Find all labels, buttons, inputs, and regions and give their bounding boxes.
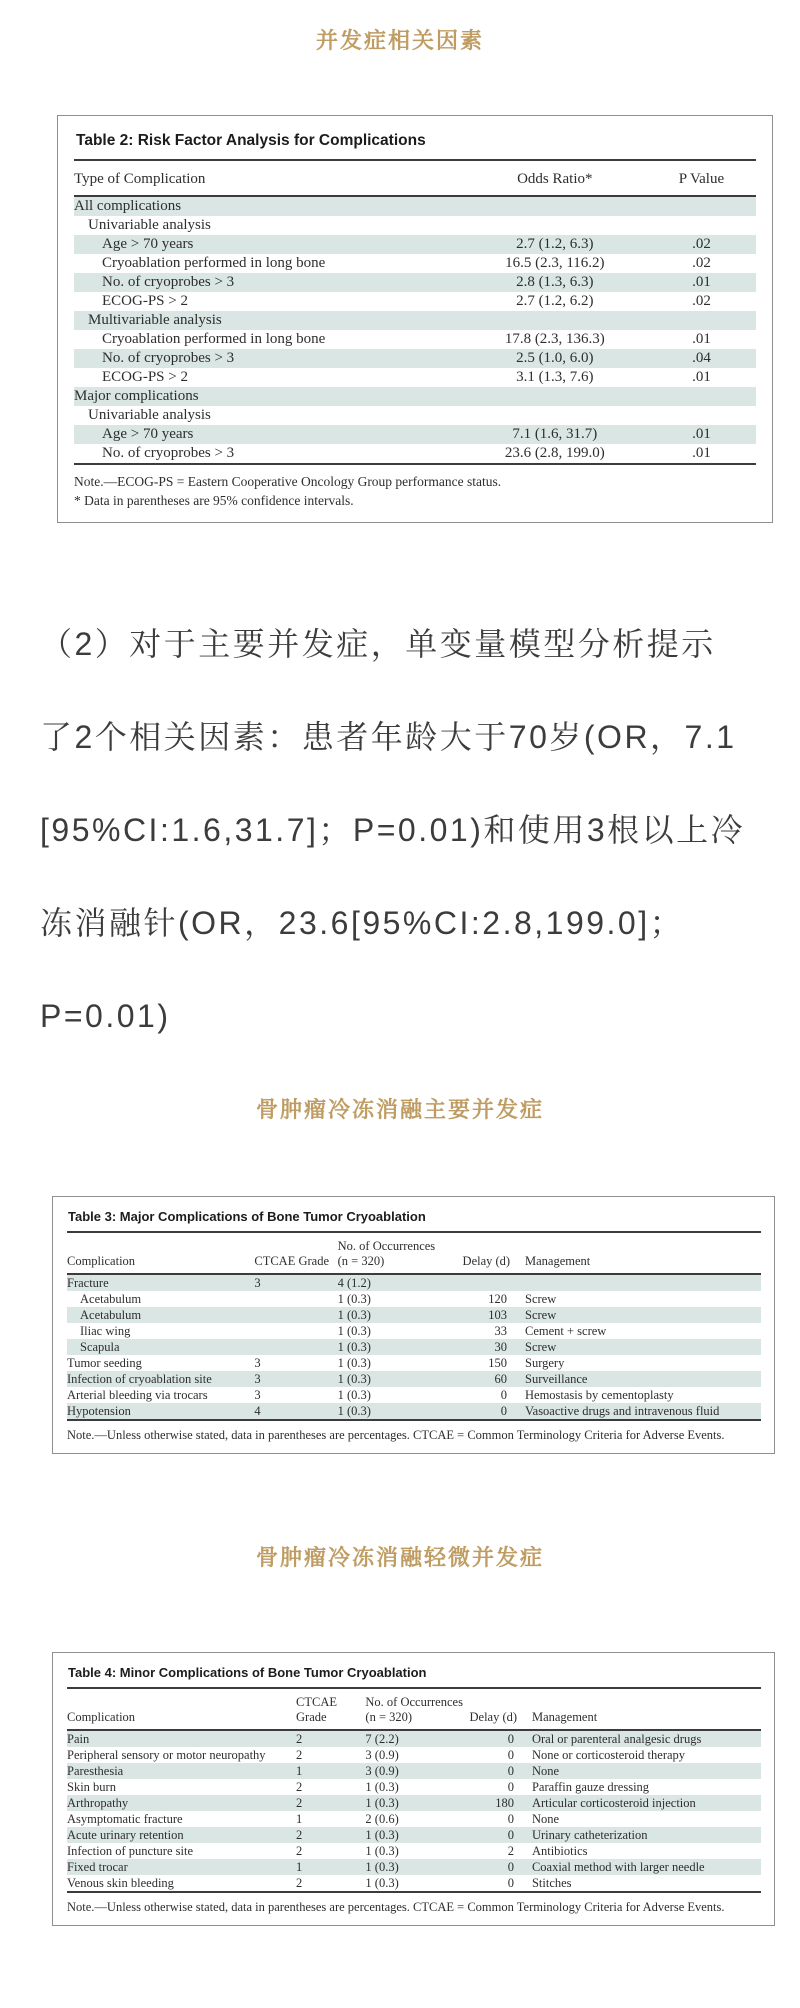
table-cell: No. of cryoprobes > 3 [102,350,235,366]
table4-col-complication: Complication [67,1689,296,1730]
table2-header-row [74,161,756,196]
table2-figure [57,115,773,523]
section-heading-complication-factors: 并发症相关因素 [315,28,484,53]
table-cell: 2 [296,1780,303,1794]
table-cell: 3 [254,1388,261,1402]
table-row [67,1843,761,1859]
table-cell: 3 (0.9) [365,1748,399,1762]
body-paragraph [40,598,766,1063]
table4-figure [52,1652,775,1926]
table-cell: 0 [507,1828,514,1842]
table2-col-p-value: P Value [647,161,756,196]
table-cell: Urinary catheterization [531,1828,648,1842]
table-cell: Peripheral sensory or motor neuropathy [67,1748,266,1762]
table-cell: 30 [494,1340,507,1354]
table-cell: 1 (0.3) [365,1876,399,1890]
table-cell: Iliac wing [80,1324,131,1338]
table-row [67,1355,761,1371]
table-cell: 4 (1.2) [337,1276,371,1290]
table-cell: 1 (0.3) [337,1356,371,1370]
table4 [67,1689,761,1891]
table-cell: ECOG-PS > 2 [102,369,188,385]
table-row [74,444,756,463]
table-row [74,406,756,425]
table-cell: 7 (2.2) [365,1732,399,1746]
table-cell: 2 [296,1876,303,1890]
table-row [74,273,756,292]
table-cell: 0 [507,1876,514,1890]
table-row [74,254,756,273]
table-row [74,349,756,368]
table-cell [254,1307,337,1323]
table4-col-delay: Delay (d) [470,1689,532,1730]
table-cell: All complications [74,198,182,214]
table2-note: Note.—ECOG-PS = Eastern Cooperative Oncology Group performance status. [74,474,502,489]
table3 [67,1233,761,1419]
table-cell: 2 [296,1748,303,1762]
table3-figure [52,1196,775,1454]
table-cell: Acute urinary retention [67,1828,184,1842]
table-cell: Arthropathy [67,1796,129,1810]
table-row [74,216,756,235]
table-row [67,1875,761,1891]
table-cell: 1 (0.3) [365,1828,399,1842]
table-cell: Screw [525,1340,557,1354]
paragraph-line: P=0.01) [40,998,171,1034]
table-row [74,330,756,349]
table-cell [463,216,647,235]
table-cell: 1 (0.3) [365,1780,399,1794]
table-row [74,196,756,216]
table-cell [647,311,756,330]
table-cell: 1 (0.3) [337,1308,371,1322]
table-cell: 2.7 (1.2, 6.3) [516,236,594,252]
table-cell [463,406,647,425]
table-cell: 0 [507,1748,514,1762]
table4-col-management: Management [532,1689,761,1730]
table-row [67,1795,761,1811]
table-cell: 0 [507,1780,514,1794]
table-cell: Skin burn [67,1780,116,1794]
table-cell: 1 (0.3) [365,1844,399,1858]
table-cell: .01 [692,369,711,385]
table-row [67,1323,761,1339]
table-cell: 17.8 (2.3, 136.3) [504,331,605,347]
table-cell: Fixed trocar [67,1860,128,1874]
paragraph-line: 了2个相关因素：患者年龄大于70岁(OR，7.1 [40,719,737,755]
table-cell: 7.1 (1.6, 31.7) [512,426,598,442]
table-cell: No. of cryoprobes > 3 [102,274,235,290]
table4-col-occurrences: No. of Occurrences (n = 320) [365,1689,469,1730]
table-cell: Coaxial method with larger needle [531,1860,705,1874]
table-row [67,1371,761,1387]
table-cell: Acetabulum [80,1308,142,1322]
table-row [74,311,756,330]
table-cell: Cryoablation performed in long bone [102,331,326,347]
table-row [74,387,756,406]
paragraph-line: （2）对于主要并发症，单变量模型分析提示 [40,626,716,662]
table-cell: Pain [67,1732,90,1746]
table-cell: 1 (0.3) [337,1340,371,1354]
table-cell: 1 (0.3) [337,1292,371,1306]
table2-footnote: * Data in parentheses are 95% confidence intervals. [74,493,354,508]
table-cell: 1 [296,1764,303,1778]
table-cell: 33 [494,1324,507,1338]
table-row [67,1827,761,1843]
table-cell: 1 (0.3) [337,1372,371,1386]
table-cell: Hypotension [67,1404,131,1418]
table-cell: 2.8 (1.3, 6.3) [516,274,594,290]
table-cell: Paraffin gauze dressing [531,1780,650,1794]
table-cell [254,1339,337,1355]
table-cell: .02 [692,236,711,252]
table-row [67,1274,761,1291]
table-cell: 0 [507,1860,514,1874]
table-cell: Surgery [525,1356,565,1370]
table-cell: None [531,1812,560,1826]
table-cell: None or corticosteroid therapy [531,1748,686,1762]
table-cell: 0 [507,1764,514,1778]
table-cell: 3 [254,1276,261,1290]
table-cell: None [531,1764,560,1778]
table-cell: Univariable analysis [88,407,211,423]
table-cell: 4 [254,1404,261,1418]
table-cell: Venous skin bleeding [67,1876,174,1890]
table-cell: 1 [296,1812,303,1826]
table-row [67,1811,761,1827]
table-cell: Major complications [74,388,199,404]
table4-col-ctcae-grade: CTCAE Grade [296,1689,365,1730]
table-row [74,235,756,254]
table-row [67,1307,761,1323]
table-cell [463,311,647,330]
table-cell: .04 [692,350,711,366]
table-cell [463,1274,525,1291]
table-cell: Asymptomatic fracture [67,1812,183,1826]
table-cell: Univariable analysis [88,217,211,233]
table-cell [254,1323,337,1339]
table-cell: 23.6 (2.8, 199.0) [504,445,605,461]
table-cell: Hemostasis by cementoplasty [525,1388,674,1402]
table-cell: Age > 70 years [102,426,194,442]
table-cell: 2 [296,1844,303,1858]
table-cell: 180 [495,1796,514,1810]
table-cell: Surveillance [525,1372,588,1386]
table-cell: 1 (0.3) [337,1388,371,1402]
table4-bottom-rule [67,1891,761,1893]
table-cell: 0 [500,1404,507,1418]
table-cell: No. of cryoprobes > 3 [102,445,235,461]
table-cell: 0 [507,1732,514,1746]
table-cell: 2 [296,1796,303,1810]
table-row [67,1763,761,1779]
table-cell: Scapula [80,1340,120,1354]
table-cell: 60 [494,1372,507,1386]
table3-header-row [67,1233,761,1274]
table-cell: 0 [507,1812,514,1826]
table-cell: 2 (0.6) [365,1812,399,1826]
table-cell: 1 (0.3) [365,1860,399,1874]
table-cell: 1 (0.3) [365,1796,399,1810]
paragraph-line: 冻消融针(OR，23.6[95%CI:2.8,199.0]； [40,905,685,941]
table-cell: Screw [525,1292,557,1306]
table-row [67,1403,761,1419]
section-heading-minor-complications: 骨肿瘤冷冻消融轻微并发症 [255,1545,544,1570]
table-cell: Vasoactive drugs and intravenous fluid [525,1404,720,1418]
table-cell [525,1274,761,1291]
table-cell: 2 [296,1828,303,1842]
table-cell: .01 [692,331,711,347]
table-cell: Stitches [531,1876,572,1890]
table-cell: 103 [488,1308,507,1322]
table-cell [647,387,756,406]
table2-body [74,196,756,463]
table-cell: 2 [296,1732,303,1746]
table-cell: Infection of puncture site [67,1844,193,1858]
table-row [67,1387,761,1403]
table3-col-ctcae-grade: CTCAE Grade [254,1233,337,1274]
section-heading-major-complications: 骨肿瘤冷冻消融主要并发症 [255,1097,544,1122]
table4-note: Note.—Unless otherwise stated, data in parentheses are percentages. CTCAE = Common Terminology Criteria for Adverse Events. [67,1900,725,1914]
table-cell: Fracture [67,1276,109,1290]
table3-col-delay: Delay (d) [463,1233,525,1274]
table-cell: 0 [500,1388,507,1402]
table-cell: 16.5 (2.3, 116.2) [505,255,605,271]
table-cell: .01 [692,426,711,442]
table-row [67,1291,761,1307]
table-cell: .01 [692,445,711,461]
table4-title: Table 4: Minor Complications of Bone Tumor Cryoablation [68,1665,427,1680]
table-cell: Arterial bleeding via trocars [67,1388,208,1402]
paragraph-line: [95%CI:1.6,31.7]；P=0.01)和使用3根以上冷 [40,812,746,848]
table-cell: ECOG-PS > 2 [102,293,188,309]
table-cell: .01 [692,274,711,290]
table-cell: Cement + screw [525,1324,607,1338]
table-cell [647,406,756,425]
table3-col-management: Management [525,1233,761,1274]
table-row [67,1779,761,1795]
table-cell: Acetabulum [80,1292,142,1306]
table-cell: 3.1 (1.3, 7.6) [516,369,594,385]
table2 [74,161,756,463]
table-cell [647,216,756,235]
table-row [67,1339,761,1355]
table3-col-occurrences: No. of Occurrences (n = 320) [338,1233,463,1274]
table-cell: 1 [296,1860,303,1874]
table-row [74,292,756,311]
table-cell: 3 [254,1356,261,1370]
table3-body [67,1274,761,1419]
table-cell: Multivariable analysis [88,312,222,328]
table-cell: Articular corticosteroid injection [531,1796,696,1810]
table-cell [463,196,647,216]
table2-title: Table 2: Risk Factor Analysis for Complications [76,132,426,149]
table-cell: 120 [488,1292,507,1306]
table-row [74,425,756,444]
table-cell [254,1291,337,1307]
table2-bottom-rule [74,463,756,465]
table-cell: Screw [525,1308,557,1322]
table-cell: 1 (0.3) [337,1324,371,1338]
table2-col-type: Type of Complication [74,161,463,196]
table-cell: Oral or parenteral analgesic drugs [531,1732,702,1746]
table-cell [463,387,647,406]
table-cell: 2.7 (1.2, 6.2) [516,293,594,309]
table-cell: 150 [488,1356,507,1370]
table2-col-odds-ratio: Odds Ratio* [463,161,647,196]
table-cell: Infection of cryoablation site [67,1372,212,1386]
table4-header-row [67,1689,761,1730]
table3-note: Note.—Unless otherwise stated, data in parentheses are percentages. CTCAE = Common Terminology Criteria for Adverse Events. [67,1428,725,1442]
table3-title: Table 3: Major Complications of Bone Tumor Cryoablation [68,1209,426,1224]
table-cell: 3 [254,1372,261,1386]
table-row [67,1730,761,1747]
table-cell: Age > 70 years [102,236,194,252]
table-cell: Paresthesia [67,1764,124,1778]
table-cell: 2 [507,1844,514,1858]
table-cell: 1 (0.3) [337,1404,371,1418]
table-row [74,368,756,387]
table-row [67,1859,761,1875]
table-cell: .02 [692,255,711,271]
table-cell: Tumor seeding [67,1356,142,1370]
table-cell: Cryoablation performed in long bone [102,255,326,271]
table3-bottom-rule [67,1419,761,1421]
table-cell [647,196,756,216]
table-row [67,1747,761,1763]
table-cell: .02 [692,293,711,309]
table-cell: Antibiotics [531,1844,588,1858]
table-cell: 2.5 (1.0, 6.0) [516,350,594,366]
table3-col-complication: Complication [67,1233,254,1274]
table4-body [67,1730,761,1891]
table-cell: 3 (0.9) [365,1764,399,1778]
